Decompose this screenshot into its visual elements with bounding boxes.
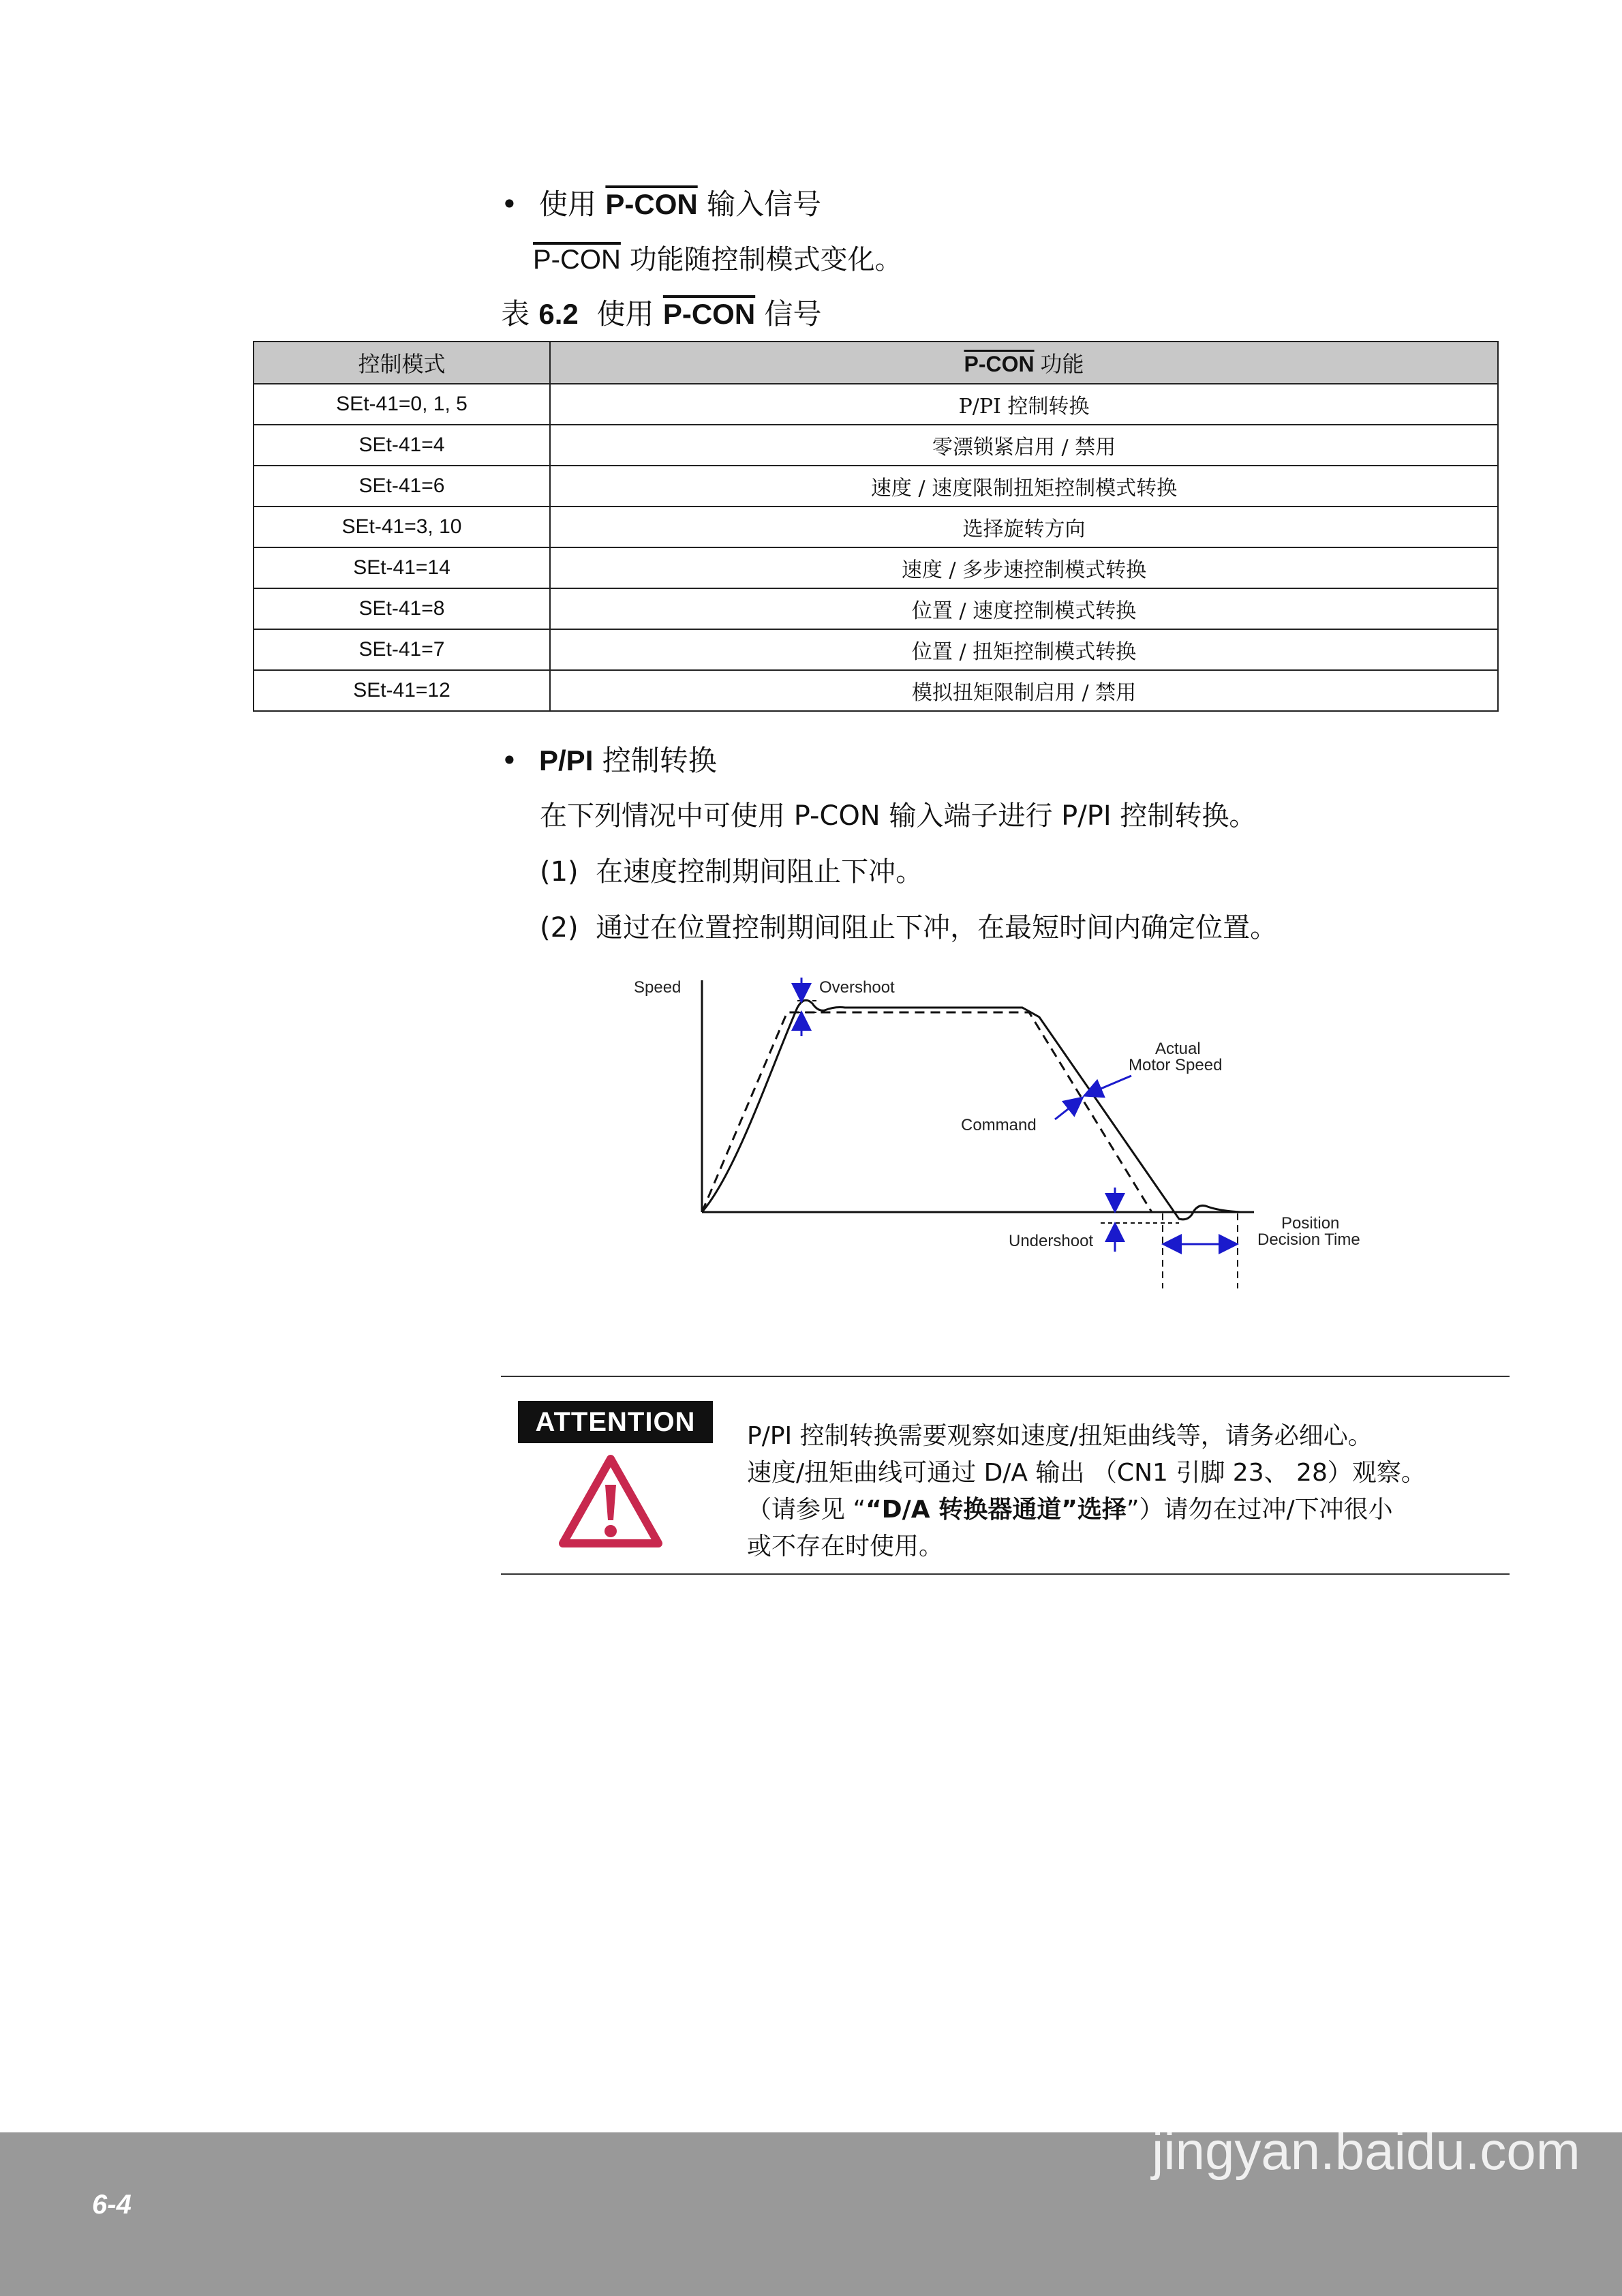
baidu-watermark (1152, 2031, 1600, 2181)
header-function: 功能 (1040, 352, 1084, 376)
bullet1-suffix: 输入信号 (707, 187, 822, 221)
attention-bottom-rule (501, 1573, 1510, 1575)
actual-label-2: Motor Speed (1129, 1056, 1223, 1074)
attention-line-1: P/PI 控制转换需要观察如速度/扭矩曲线等，请务必细心。 (747, 1422, 1373, 1450)
table-row (254, 670, 1498, 711)
list-item-number: (2) (540, 912, 579, 943)
bullet2-rest: 控制转换 (602, 744, 717, 777)
pcon-function-table (253, 341, 1499, 712)
function-cell: P/PI 控制转换 (550, 384, 1498, 425)
attention-line-3 (747, 1492, 1393, 1528)
caption-number: 6.2 (538, 298, 579, 330)
mode-cell: SEt-41=14 (254, 547, 550, 588)
command-arrow (1055, 1099, 1081, 1119)
mode-cell: SEt-41=6 (254, 466, 550, 507)
attention-ref-title: “D/A 转换器通道”选择 (866, 1496, 1127, 1524)
function-cell: 速度 / 速度限制扭矩控制模式转换 (550, 466, 1498, 507)
table-row (254, 507, 1498, 547)
caption-suffix: 信号 (764, 297, 822, 331)
attention-line-2: 速度/扭矩曲线可通过 D/A 输出 （CN1 引脚 23、 28）观察。 (747, 1459, 1426, 1487)
table-row (254, 384, 1498, 425)
overshoot-label: Overshoot (819, 978, 895, 997)
attention-line-4: 或不存在时使用。 (747, 1532, 944, 1560)
attention-ref-open: （请参见 “ (747, 1496, 866, 1524)
function-cell: 位置 / 速度控制模式转换 (550, 588, 1498, 629)
warning-triangle-icon (559, 1453, 662, 1549)
list-item-text: 通过在位置控制期间阻止下冲，在最短时间内确定位置。 (596, 912, 1278, 943)
position-label-2: Decision Time (1257, 1230, 1360, 1249)
mode-cell: SEt-41=0, 1, 5 (254, 384, 550, 425)
mode-cell: SEt-41=4 (254, 425, 550, 466)
page-number: 6-4 (92, 2190, 132, 2220)
mode-cell: SEt-41=12 (254, 670, 550, 711)
list-item-text: 在速度控制期间阻止下冲。 (596, 856, 923, 888)
actual-speed-curve (702, 1000, 1240, 1220)
list-item-number: (1) (540, 856, 579, 888)
position-label-1: Position (1281, 1214, 1340, 1233)
bullet-use-pcon (501, 185, 821, 224)
caption-prefix: 使用 (596, 297, 654, 331)
table-caption (501, 296, 822, 333)
bullet-dot: • (501, 187, 518, 221)
attention-badge: ATTENTION (518, 1401, 713, 1443)
function-cell: 速度 / 多步速控制模式转换 (550, 547, 1498, 588)
header-signal: P-CON (964, 352, 1035, 376)
mode-cell: SEt-41=8 (254, 588, 550, 629)
function-cell: 模拟扭矩限制启用 / 禁用 (550, 670, 1498, 711)
bullet-dot: • (501, 744, 518, 777)
header-pcon-function (550, 342, 1498, 384)
caption-signal: P-CON (662, 298, 756, 330)
table-header-row (254, 342, 1498, 384)
watermark-url: jingyan.baidu.com (1152, 2121, 1580, 2181)
ppi-paragraph: 在下列情况中可使用 P-CON 输入端子进行 P/PI 控制转换。 (540, 800, 1257, 832)
intro-text: 功能随控制模式变化。 (629, 244, 902, 275)
actual-label-1: Actual (1155, 1040, 1201, 1058)
table-row (254, 588, 1498, 629)
header-control-mode: 控制模式 (254, 342, 550, 384)
bullet1-prefix: 使用 (539, 187, 597, 221)
list-item (540, 854, 923, 890)
table-row (254, 547, 1498, 588)
list-item (540, 909, 1277, 946)
function-cell: 零漂锁紧启用 / 禁用 (550, 425, 1498, 466)
function-cell: 位置 / 扭矩控制模式转换 (550, 629, 1498, 670)
bullet2-bold: P/PI (539, 744, 594, 776)
mode-cell: SEt-41=7 (254, 629, 550, 670)
attention-ref-close: ”）请勿在过冲/下冲很小 (1126, 1496, 1393, 1524)
table-row (254, 629, 1498, 670)
attention-top-rule (501, 1376, 1510, 1377)
speed-response-diagram (613, 968, 1390, 1295)
function-cell: 选择旋转方向 (550, 507, 1498, 547)
table-row (254, 425, 1498, 466)
table-row (254, 466, 1498, 507)
intro-signal: P-CON (533, 245, 621, 275)
watermark-brand: Bai du 经验 (1152, 2030, 1601, 2121)
intro-line (533, 241, 902, 278)
mode-cell: SEt-41=3, 10 (254, 507, 550, 547)
speed-label: Speed (634, 978, 682, 997)
caption-label: 表 (501, 297, 530, 331)
command-label: Command (961, 1116, 1037, 1134)
bullet-ppi-control (501, 742, 717, 780)
bullet1-signal: P-CON (605, 188, 698, 220)
undershoot-label: Undershoot (1009, 1232, 1094, 1250)
command-curve (702, 1012, 1152, 1212)
actual-arrow (1086, 1076, 1131, 1095)
